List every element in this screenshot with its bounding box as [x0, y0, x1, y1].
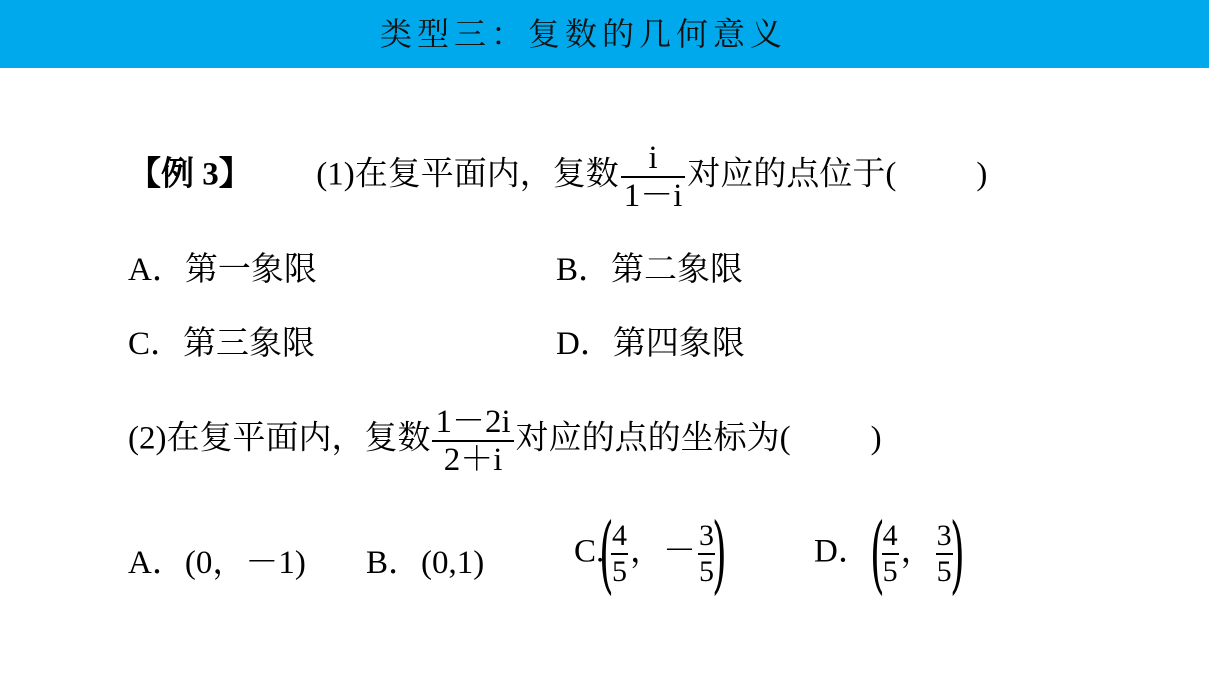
- q2-c-sep: ，－: [630, 533, 697, 570]
- q2-c-den-1: 5: [612, 555, 628, 588]
- q1-suffix: 对应的点位于(: [687, 156, 897, 193]
- q2-c-num-2: 3: [698, 519, 715, 555]
- q2-frac-den: 2＋i: [443, 442, 503, 478]
- q2-c-left-paren: (: [599, 505, 615, 603]
- page-title: 类型三：复数的几何意义: [380, 15, 788, 53]
- question-2: [128, 404, 882, 478]
- q2-fraction: [432, 404, 513, 478]
- q2-option-c: [574, 505, 727, 612]
- header-banner: [0, 0, 1209, 68]
- q1-option-b: B．第二象限: [556, 252, 744, 288]
- q2-d-left-paren: (: [869, 505, 885, 603]
- q2-d-den-2: 5: [936, 555, 952, 588]
- q2-prefix: (2)在复平面内，复数: [128, 420, 431, 457]
- q2-option-d: [814, 505, 965, 612]
- q2-c-num-1: 4: [611, 519, 628, 555]
- q1-fraction: [621, 140, 686, 214]
- q1-option-a: A．第一象限: [128, 252, 317, 288]
- q1-prefix: (1)在复平面内，复数: [316, 156, 619, 193]
- q2-d-num-1: 4: [882, 519, 899, 555]
- q1-frac-den: 1－i: [623, 178, 683, 214]
- q2-c-den-2: 5: [699, 555, 715, 588]
- q1-option-d: D．第四象限: [556, 326, 745, 362]
- q2-option-b: B．(0,1): [366, 545, 485, 581]
- example-tag: 【例 3】: [128, 156, 252, 193]
- q1-frac-num: i: [621, 140, 686, 178]
- q1-option-c: C．第三象限: [128, 326, 316, 362]
- q2-c-right-paren: ): [712, 505, 727, 603]
- q2-close: ): [870, 420, 882, 457]
- q2-d-frac-1: [882, 519, 899, 589]
- q1-close: ): [976, 156, 988, 193]
- q2-d-sep: ，: [900, 533, 934, 570]
- q2-option-c-label: C.: [574, 533, 605, 570]
- q2-d-den-1: 5: [882, 555, 898, 588]
- q2-c-frac-1: [611, 519, 628, 589]
- q2-d-right-paren: ): [949, 505, 965, 603]
- q2-option-d-label: D．: [814, 533, 871, 570]
- q2-option-a: A．(0，－1): [128, 545, 306, 581]
- question-1: [128, 140, 987, 214]
- q2-frac-num: 1－2i: [432, 404, 513, 442]
- q2-d-num-2: 3: [936, 519, 953, 555]
- q2-suffix: 对应的点的坐标为(: [515, 420, 791, 457]
